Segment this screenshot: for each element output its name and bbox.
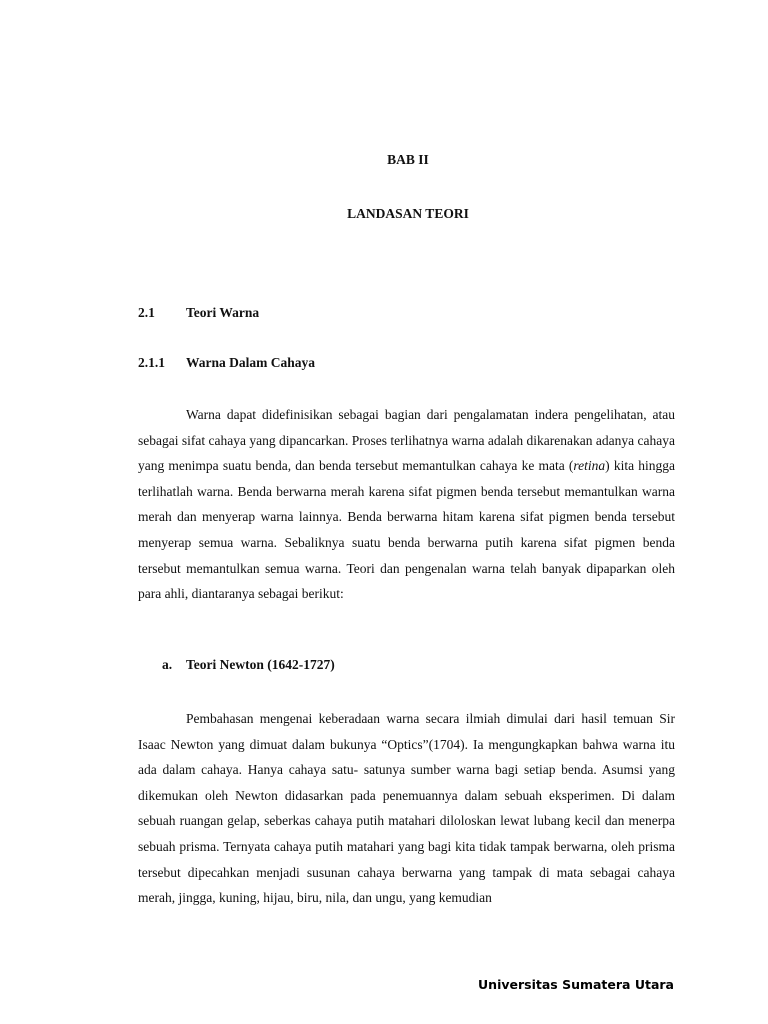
subsection-heading	[138, 355, 315, 371]
list-item-heading	[162, 657, 335, 673]
section-heading	[138, 305, 259, 321]
subsection-number: 2.1.1	[138, 355, 165, 370]
paragraph-warna-part1: Warna dapat didefinisikan sebagai bagian dari pengalamatan indera pengelihatan, atau sebagai sifat cahaya yang dipancarkan. Proses terlihatnya warna adalah dikarenakan adanya cahaya yang menimpa suatu benda, dan benda tersebut memantulkan cahaya ke mata (	[138, 407, 675, 474]
footer-university: Universitas Sumatera Utara	[478, 977, 674, 992]
paragraph-warna-part2: ) kita hingga terlihatlah warna. Benda berwarna merah karena sifat pigmen benda tersebut memantulkan warna merah dan menyerap warna lainnya. Benda berwarna hitam karena sifat pigmen benda tersebut menyerap semua warna. Sebaliknya suatu benda berwarna putih karena sifat pigmen benda tersebut memantulkan semua warna. Teori dan pengenalan warna telah banyak dipaparkan oleh para ahli, diantaranya sebagai berikut:	[138, 458, 676, 602]
paragraph-warna	[138, 402, 675, 607]
section-number: 2.1	[138, 305, 155, 320]
chapter-title: LANDASAN TEORI	[347, 206, 469, 221]
list-item-title: Teori Newton (1642-1727)	[186, 657, 335, 672]
subsection-title: Warna Dalam Cahaya	[186, 355, 316, 370]
section-title: Teori Warna	[186, 305, 260, 320]
paragraph-warna-italic: retina	[573, 458, 606, 474]
paragraph-newton: Pembahasan mengenai keberadaan warna secara ilmiah dimulai dari hasil temuan Sir Isaac Newton yang dimuat dalam bukunya “Optics”(1704). Ia mengungkapkan bahwa warna itu ada dalam cahaya. Hanya cahaya satu- satunya sumber warna bagi setiap benda. Asumsi yang dikemukan oleh Newton didasarkan pada penemuannya dalam sebuah eksperimen. Di dalam sebuah ruangan gelap, seberkas cahaya putih matahari diloloskan lewat lubang kecil dan menerpa sebuah prisma. Ternyata cahaya putih matahari yang bagi kita tidak tampak berwarna, oleh prisma tersebut dipecahkan menjadi susunan cahaya berwarna yang tampak di mata sebagai cahaya merah, jingga, kuning, hijau, biru, nila, dan ungu, yang kemudian	[138, 711, 675, 906]
chapter-label: BAB II	[387, 152, 429, 167]
list-marker: a.	[162, 657, 173, 672]
